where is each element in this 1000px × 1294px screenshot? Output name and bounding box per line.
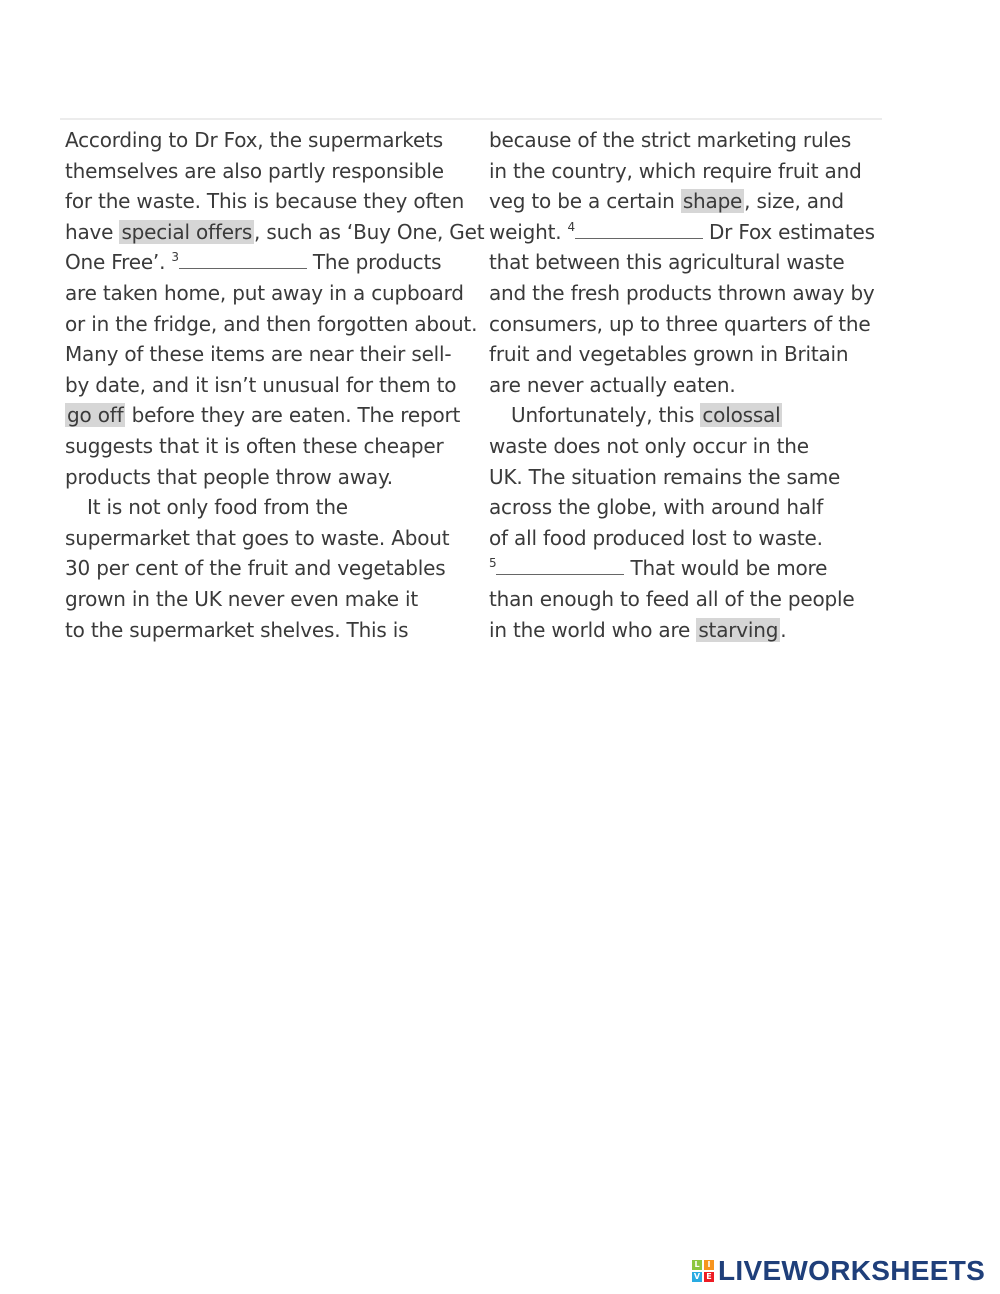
highlighted-word: special offers — [121, 219, 253, 244]
text-line — [489, 125, 889, 156]
logo-mark-letter: L — [692, 1260, 702, 1270]
text-line — [489, 523, 889, 554]
liveworksheets-logo — [692, 1256, 985, 1286]
text-segment: of all food produced lost to waste. — [489, 525, 823, 550]
text-segment: The products — [312, 250, 442, 275]
text-segment: suggests that it is often these cheaper — [65, 433, 444, 458]
text-line — [489, 309, 889, 340]
logo-mark-letter: V — [693, 1272, 701, 1281]
text-segment: Dr Fox estimates — [708, 219, 875, 244]
top-divider — [60, 118, 882, 120]
text-line — [489, 400, 889, 431]
text-segment: and the fresh products thrown away by — [489, 280, 875, 305]
answer-blank[interactable] — [179, 250, 307, 269]
gap-number: 4 — [567, 219, 575, 234]
text-segment: products that people throw away. — [65, 464, 393, 489]
text-segment: that between this agricultural waste — [489, 250, 845, 275]
text-line — [489, 462, 889, 493]
text-segment: That would be more — [630, 556, 828, 581]
text-segment: UK. The situation remains the same — [489, 464, 841, 489]
text-segment: , size, and — [744, 189, 844, 214]
text-segment: 30 per cent of the fruit and vegetables — [65, 556, 446, 581]
text-line — [489, 247, 889, 278]
text-segment: to the supermarket shelves. This is — [65, 617, 409, 642]
text-line — [65, 247, 485, 278]
text-line — [65, 217, 485, 248]
text-line — [65, 186, 485, 217]
text-line — [65, 400, 485, 431]
highlighted-word: shape — [682, 189, 743, 214]
text-segment: themselves are also partly responsible — [65, 158, 444, 183]
text-segment: are taken home, put away in a cupboard — [65, 280, 464, 305]
text-line — [65, 523, 485, 554]
text-line — [489, 492, 889, 523]
text-line — [489, 370, 889, 401]
highlighted-word: starving — [698, 617, 779, 642]
text-line — [489, 278, 889, 309]
text-line — [489, 431, 889, 462]
text-segment: waste does not only occur in the — [489, 433, 809, 458]
text-line — [65, 125, 485, 156]
logo-mark-letter: E — [704, 1272, 714, 1282]
text-line — [65, 339, 485, 370]
text-line — [65, 431, 485, 462]
text-line — [65, 278, 485, 309]
text-segment: because of the strict marketing rules — [489, 128, 852, 152]
text-line — [489, 584, 889, 615]
text-segment: consumers, up to three quarters of the — [489, 311, 871, 336]
text-line — [489, 156, 889, 187]
text-line — [65, 584, 485, 615]
highlighted-word: colossal — [702, 403, 781, 428]
text-line — [65, 462, 485, 493]
text-line — [489, 553, 889, 584]
text-line — [65, 156, 485, 187]
text-segment: It is not only food from the — [87, 495, 348, 520]
text-segment: for the waste. This is because they often — [65, 189, 465, 214]
text-line — [65, 309, 485, 340]
text-segment: have — [65, 219, 120, 244]
text-line — [65, 370, 485, 401]
text-segment: are never actually eaten. — [489, 372, 736, 397]
text-line — [489, 339, 889, 370]
gap-number: 3 — [171, 250, 179, 265]
text-line — [65, 492, 485, 523]
text-segment: in the world who are — [489, 617, 697, 642]
text-segment: weight. — [489, 219, 568, 244]
text-segment: by date, and it isn’t unusual for them to — [65, 372, 457, 397]
highlighted-word: go off — [67, 403, 124, 428]
left-column — [65, 125, 485, 645]
right-column — [489, 125, 889, 645]
text-line — [65, 615, 485, 646]
text-segment: . — [780, 617, 787, 642]
text-line — [489, 217, 889, 248]
text-segment: Unfortunately, this — [511, 403, 701, 428]
text-line — [489, 186, 889, 217]
text-segment: or in the fridge, and then forgotten about. — [65, 311, 478, 336]
text-segment: in the country, which require fruit and — [489, 158, 862, 183]
text-segment: One Free’. — [65, 250, 172, 275]
text-segment: grown in the UK never even make it — [65, 586, 419, 611]
text-segment: veg to be a certain — [489, 189, 681, 214]
text-line — [65, 553, 485, 584]
text-segment: fruit and vegetables grown in Britain — [489, 342, 849, 367]
logo-mark-icon — [692, 1260, 714, 1282]
text-segment: Many of these items are near their sell- — [65, 342, 452, 367]
text-segment: than enough to feed all of the people — [489, 586, 855, 611]
text-segment: before they are eaten. The report — [125, 403, 461, 428]
logo-mark-letter: I — [704, 1260, 714, 1270]
logo-text: LIVEWORKSHEETS — [718, 1255, 986, 1286]
text-segment: According to Dr Fox, the supermarkets — [65, 128, 443, 152]
text-segment: supermarket that goes to waste. About — [65, 525, 450, 550]
gap-number: 5 — [489, 556, 497, 571]
text-segment: , such as ‘Buy One, Get — [254, 219, 485, 244]
text-segment: across the globe, with around half — [489, 495, 824, 520]
answer-blank[interactable] — [496, 556, 624, 575]
text-line — [489, 615, 889, 646]
answer-blank[interactable] — [575, 220, 703, 239]
